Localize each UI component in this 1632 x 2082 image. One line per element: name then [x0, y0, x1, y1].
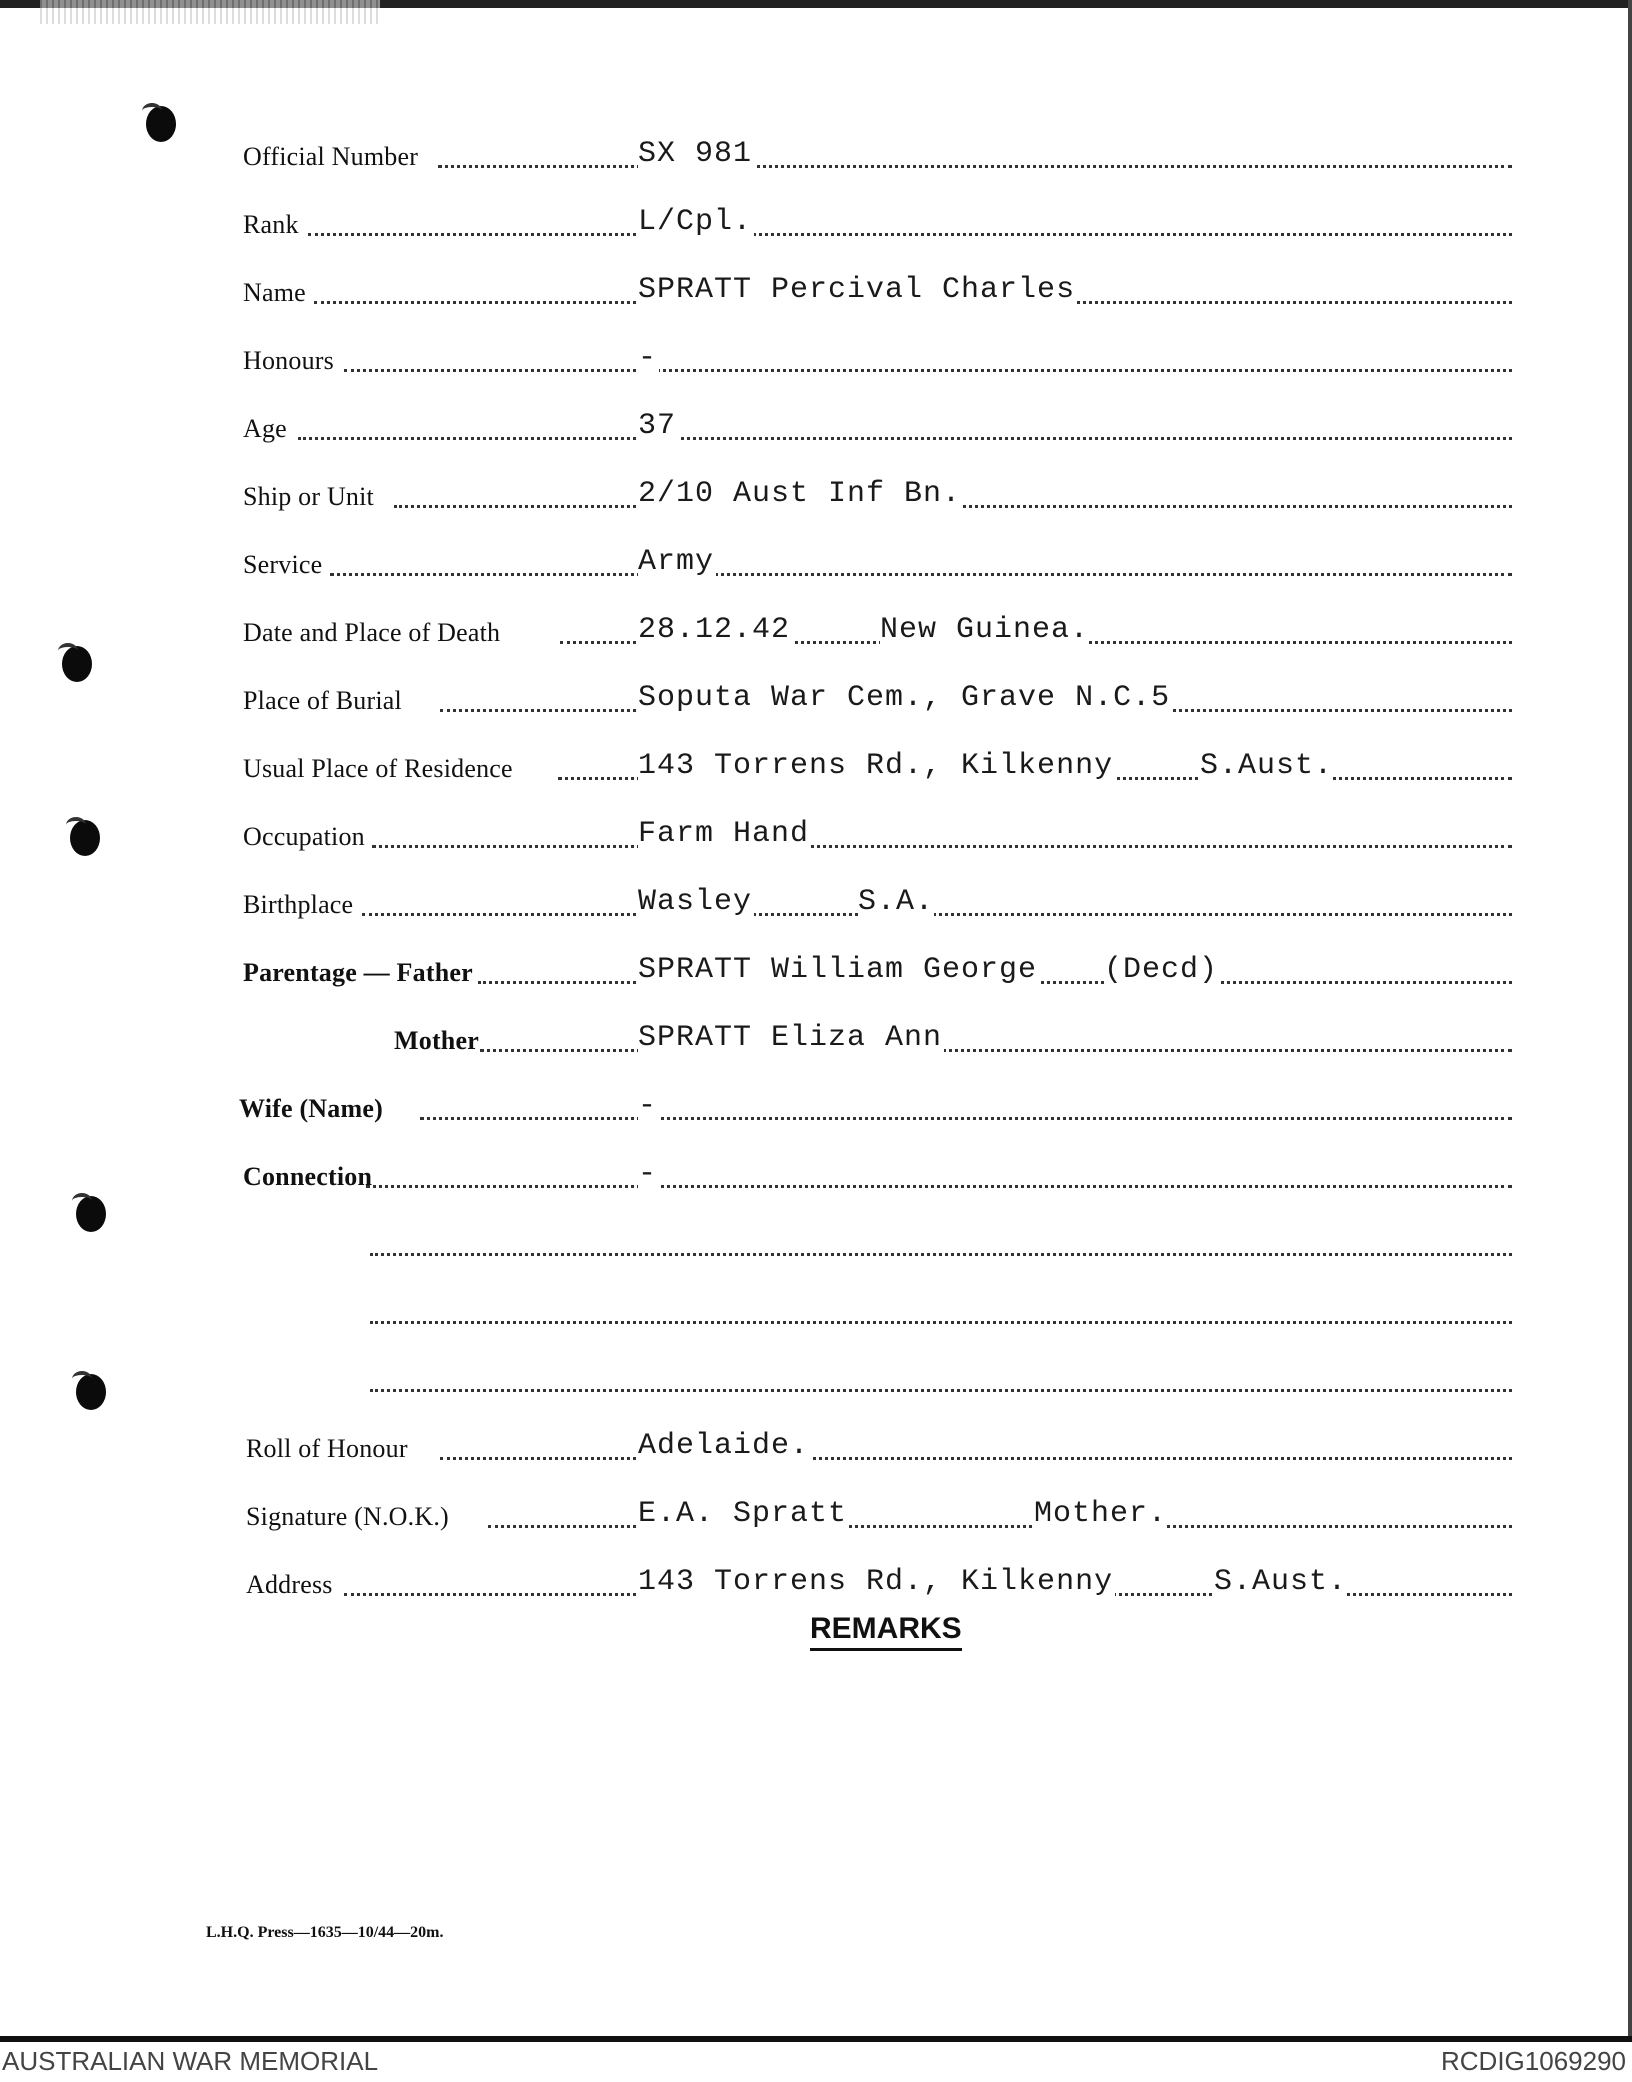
blank-line — [0, 1356, 1632, 1396]
dotted-leader — [420, 1117, 1512, 1120]
field-value: 143 Torrens Rd., Kilkenny — [638, 1565, 1114, 1599]
field-usual-residence — [0, 744, 1632, 784]
field-value: SPRATT William George — [638, 953, 1038, 987]
field-label: Date and Place of Death — [243, 618, 501, 647]
dotted-leader — [370, 1321, 1512, 1324]
dotted-leader — [480, 1049, 1512, 1052]
field-label: Roll of Honour — [246, 1434, 408, 1463]
field-label: Usual Place of Residence — [243, 754, 513, 783]
field-value: 37 — [638, 409, 677, 443]
field-value: Soputa War Cem., Grave N.C.5 — [638, 681, 1171, 715]
field-value-extra: S.Aust. — [1214, 1565, 1348, 1599]
field-place-of-burial — [0, 676, 1632, 716]
field-label: Connection — [243, 1162, 373, 1191]
field-parentage-mother — [0, 1016, 1632, 1056]
dotted-leader — [370, 1253, 1512, 1256]
field-value: Adelaide. — [638, 1429, 810, 1463]
field-value-extra: (Decd) — [1104, 953, 1219, 987]
field-label: Parentage — Father — [243, 958, 473, 987]
dotted-leader — [362, 913, 1512, 916]
field-label: Honours — [243, 346, 334, 375]
field-value: - — [638, 341, 658, 375]
dotted-leader — [372, 845, 1512, 848]
scan-speckle — [40, 0, 380, 24]
field-value-extra: S.A. — [858, 885, 935, 919]
field-value: SPRATT Percival Charles — [638, 273, 1076, 307]
field-value-extra: Mother. — [1034, 1497, 1168, 1531]
field-value: 28.12.42 — [638, 613, 791, 647]
field-value: 143 Torrens Rd., Kilkenny — [638, 749, 1114, 783]
field-label: Birthplace — [243, 890, 354, 919]
field-roll-of-honour — [0, 1424, 1632, 1464]
field-value: 2/10 Aust Inf Bn. — [638, 477, 962, 511]
field-label: Wife (Name) — [239, 1094, 383, 1123]
field-rank — [0, 200, 1632, 240]
field-birthplace — [0, 880, 1632, 920]
dotted-leader — [438, 165, 1512, 168]
dotted-leader — [366, 1185, 1512, 1188]
field-signature-nok — [0, 1492, 1632, 1532]
field-label: Ship or Unit — [243, 482, 374, 511]
field-connection — [0, 1152, 1632, 1192]
press-mark: L.H.Q. Press—1635—10/44—20m. — [206, 1924, 444, 1941]
field-label: Age — [243, 414, 287, 443]
dotted-leader — [298, 437, 1512, 440]
field-value: L/Cpl. — [638, 205, 753, 239]
field-label: Official Number — [243, 142, 419, 171]
field-ship-or-unit — [0, 472, 1632, 512]
field-value: Farm Hand — [638, 817, 810, 851]
field-label: Service — [243, 550, 323, 579]
field-date-place-of-death — [0, 608, 1632, 648]
field-official-number — [0, 132, 1632, 172]
field-value: E.A. Spratt — [638, 1497, 848, 1531]
field-value: - — [638, 1157, 658, 1191]
field-label: Rank — [243, 210, 299, 239]
field-name — [0, 268, 1632, 308]
field-value: Wasley — [638, 885, 753, 919]
field-value-extra: New Guinea. — [880, 613, 1090, 647]
remarks-heading: REMARKS — [810, 1612, 962, 1651]
dotted-leader — [330, 573, 1512, 576]
dotted-leader — [370, 1389, 1512, 1392]
dotted-leader — [308, 233, 1512, 236]
field-value: SPRATT Eliza Ann — [638, 1021, 943, 1055]
field-wife-name — [0, 1084, 1632, 1124]
field-label: Name — [243, 278, 306, 307]
scan-bottom-edge — [0, 2036, 1632, 2042]
field-address — [0, 1560, 1632, 1600]
field-age — [0, 404, 1632, 444]
field-label: Occupation — [243, 822, 365, 851]
blank-line — [0, 1220, 1632, 1260]
field-honours — [0, 336, 1632, 376]
field-value: Army — [638, 545, 715, 579]
field-service — [0, 540, 1632, 580]
field-parentage-father — [0, 948, 1632, 988]
dotted-leader — [344, 369, 1512, 372]
field-occupation — [0, 812, 1632, 852]
field-label: Signature (N.O.K.) — [246, 1502, 449, 1531]
blank-line — [0, 1288, 1632, 1328]
footer-archive-name: AUSTRALIAN WAR MEMORIAL — [2, 2046, 379, 2076]
field-value: SX 981 — [638, 137, 753, 171]
footer-record-id: RCDIG1069290 — [1441, 2046, 1626, 2076]
field-value: - — [638, 1089, 658, 1123]
field-label: Address — [246, 1570, 333, 1599]
field-label: Mother — [394, 1026, 479, 1055]
dotted-leader — [440, 1457, 1512, 1460]
field-label: Place of Burial — [243, 686, 402, 715]
field-value-extra: S.Aust. — [1200, 749, 1334, 783]
